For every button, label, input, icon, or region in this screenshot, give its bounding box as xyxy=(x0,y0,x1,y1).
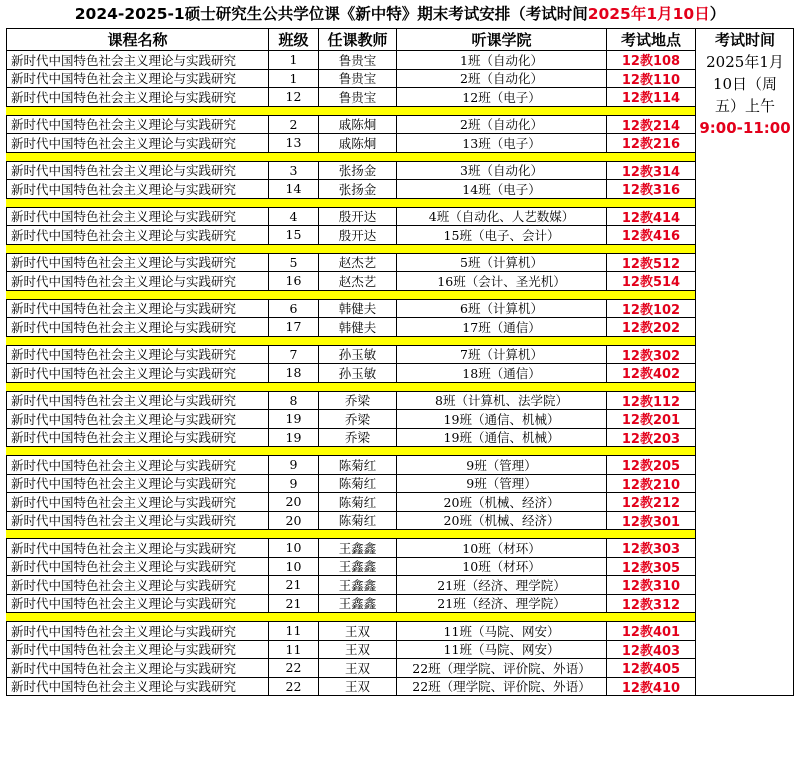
location-cell: 12教108 xyxy=(606,50,695,69)
class-cell: 9 xyxy=(268,455,318,474)
group-separator xyxy=(6,612,695,621)
class-cell: 10 xyxy=(268,557,318,576)
header-college: 听课学院 xyxy=(396,28,606,50)
college-cell: 22班（理学院、评价院、外语） xyxy=(396,658,606,677)
class-cell: 18 xyxy=(268,363,318,382)
course-name-cell: 新时代中国特色社会主义理论与实践研究 xyxy=(6,511,268,530)
course-name-cell: 新时代中国特色社会主义理论与实践研究 xyxy=(6,538,268,557)
location-cell: 12教210 xyxy=(606,474,695,493)
table-bottom-border xyxy=(6,695,794,696)
college-cell: 22班（理学院、评价院、外语） xyxy=(396,677,606,696)
title-exam-date: 2025年1月10日 xyxy=(587,5,710,23)
title-prefix: 2024-2025-1硕士研究生公共学位课《新中特》期末考试安排（考试时间 xyxy=(74,5,588,23)
class-cell: 19 xyxy=(268,409,318,428)
location-cell: 12教416 xyxy=(606,225,695,244)
class-cell: 1 xyxy=(268,50,318,69)
class-cell: 12 xyxy=(268,87,318,106)
teacher-cell: 王鑫鑫 xyxy=(318,538,396,557)
location-cell: 12教112 xyxy=(606,391,695,410)
course-name-cell: 新时代中国特色社会主义理论与实践研究 xyxy=(6,621,268,640)
course-name-cell: 新时代中国特色社会主义理论与实践研究 xyxy=(6,69,268,88)
class-cell: 10 xyxy=(268,538,318,557)
class-cell: 1 xyxy=(268,69,318,88)
group-separator xyxy=(6,529,695,538)
header-course-name: 课程名称 xyxy=(6,28,268,50)
class-cell: 17 xyxy=(268,317,318,336)
class-cell: 9 xyxy=(268,474,318,493)
college-cell: 21班（经济、理学院） xyxy=(396,575,606,594)
course-name-cell: 新时代中国特色社会主义理论与实践研究 xyxy=(6,455,268,474)
teacher-cell: 王双 xyxy=(318,677,396,696)
course-name-cell: 新时代中国特色社会主义理论与实践研究 xyxy=(6,474,268,493)
location-cell: 12教312 xyxy=(606,594,695,613)
college-cell: 6班（计算机） xyxy=(396,299,606,318)
location-cell: 12教414 xyxy=(606,207,695,226)
group-separator xyxy=(6,152,695,161)
course-name-cell: 新时代中国特色社会主义理论与实践研究 xyxy=(6,317,268,336)
college-cell: 16班（会计、圣光机） xyxy=(396,271,606,290)
course-name-cell: 新时代中国特色社会主义理论与实践研究 xyxy=(6,658,268,677)
teacher-cell: 鲁贵宝 xyxy=(318,69,396,88)
group-separator xyxy=(6,198,695,207)
class-cell: 11 xyxy=(268,621,318,640)
group-separator xyxy=(6,382,695,391)
course-name-cell: 新时代中国特色社会主义理论与实践研究 xyxy=(6,677,268,696)
teacher-cell: 殷开达 xyxy=(318,207,396,226)
course-name-cell: 新时代中国特色社会主义理论与实践研究 xyxy=(6,133,268,152)
college-cell: 15班（电子、会计） xyxy=(396,225,606,244)
class-cell: 22 xyxy=(268,677,318,696)
class-cell: 21 xyxy=(268,594,318,613)
college-cell: 14班（电子） xyxy=(396,179,606,198)
teacher-cell: 赵杰艺 xyxy=(318,271,396,290)
header-class: 班级 xyxy=(268,28,318,50)
college-cell: 11班（马院、网安） xyxy=(396,640,606,659)
exam-schedule-table xyxy=(6,28,794,767)
college-cell: 9班（管理） xyxy=(396,455,606,474)
exam-time-line1: 2025年1月 xyxy=(706,53,784,71)
location-cell: 12教201 xyxy=(606,409,695,428)
class-cell: 15 xyxy=(268,225,318,244)
teacher-cell: 王双 xyxy=(318,658,396,677)
college-cell: 9班（管理） xyxy=(396,474,606,493)
course-name-cell: 新时代中国特色社会主义理论与实践研究 xyxy=(6,640,268,659)
college-cell: 21班（经济、理学院） xyxy=(396,594,606,613)
college-cell: 19班（通信、机械） xyxy=(396,428,606,447)
course-name-cell: 新时代中国特色社会主义理论与实践研究 xyxy=(6,299,268,318)
location-cell: 12教410 xyxy=(606,677,695,696)
college-cell: 18班（通信） xyxy=(396,363,606,382)
group-separator xyxy=(6,336,695,345)
header-teacher: 任课教师 xyxy=(318,28,396,50)
class-cell: 19 xyxy=(268,428,318,447)
college-cell: 13班（电子） xyxy=(396,133,606,152)
college-cell: 10班（材环） xyxy=(396,557,606,576)
teacher-cell: 陈菊红 xyxy=(318,492,396,511)
exam-time-line3: 五）上午 xyxy=(714,97,775,115)
group-separator xyxy=(6,446,695,455)
location-cell: 12教212 xyxy=(606,492,695,511)
teacher-cell: 王鑫鑫 xyxy=(318,594,396,613)
location-cell: 12教512 xyxy=(606,253,695,272)
college-cell: 12班（电子） xyxy=(396,87,606,106)
class-cell: 11 xyxy=(268,640,318,659)
teacher-cell: 乔梁 xyxy=(318,428,396,447)
course-name-cell: 新时代中国特色社会主义理论与实践研究 xyxy=(6,428,268,447)
class-cell: 6 xyxy=(268,299,318,318)
course-name-cell: 新时代中国特色社会主义理论与实践研究 xyxy=(6,115,268,134)
college-cell: 7班（计算机） xyxy=(396,345,606,364)
class-cell: 21 xyxy=(268,575,318,594)
group-separator xyxy=(6,106,695,115)
location-cell: 12教110 xyxy=(606,69,695,88)
class-cell: 5 xyxy=(268,253,318,272)
course-name-cell: 新时代中国特色社会主义理论与实践研究 xyxy=(6,87,268,106)
location-cell: 12教303 xyxy=(606,538,695,557)
exam-time-line2: 10日（周 xyxy=(712,75,778,93)
location-cell: 12教405 xyxy=(606,658,695,677)
title-suffix: ） xyxy=(709,5,726,23)
college-cell: 17班（通信） xyxy=(396,317,606,336)
header-exam-time: 考试时间 xyxy=(714,31,775,49)
location-cell: 12教401 xyxy=(606,621,695,640)
location-cell: 12教316 xyxy=(606,179,695,198)
course-name-cell: 新时代中国特色社会主义理论与实践研究 xyxy=(6,179,268,198)
exam-time-cell xyxy=(696,51,794,139)
teacher-cell: 王鑫鑫 xyxy=(318,557,396,576)
college-cell: 4班（自动化、人艺数媒） xyxy=(396,207,606,226)
college-cell: 20班（机械、经济） xyxy=(396,511,606,530)
course-name-cell: 新时代中国特色社会主义理论与实践研究 xyxy=(6,345,268,364)
course-name-cell: 新时代中国特色社会主义理论与实践研究 xyxy=(6,253,268,272)
class-cell: 13 xyxy=(268,133,318,152)
class-cell: 3 xyxy=(268,161,318,180)
location-cell: 12教310 xyxy=(606,575,695,594)
course-name-cell: 新时代中国特色社会主义理论与实践研究 xyxy=(6,50,268,69)
teacher-cell: 殷开达 xyxy=(318,225,396,244)
teacher-cell: 韩健夫 xyxy=(318,299,396,318)
class-cell: 20 xyxy=(268,492,318,511)
course-name-cell: 新时代中国特色社会主义理论与实践研究 xyxy=(6,557,268,576)
college-cell: 2班（自动化） xyxy=(396,69,606,88)
group-separator xyxy=(6,244,695,253)
teacher-cell: 乔梁 xyxy=(318,409,396,428)
course-name-cell: 新时代中国特色社会主义理论与实践研究 xyxy=(6,594,268,613)
course-name-cell: 新时代中国特色社会主义理论与实践研究 xyxy=(6,271,268,290)
course-name-cell: 新时代中国特色社会主义理论与实践研究 xyxy=(6,492,268,511)
class-cell: 8 xyxy=(268,391,318,410)
college-cell: 1班（自动化） xyxy=(396,50,606,69)
course-name-cell: 新时代中国特色社会主义理论与实践研究 xyxy=(6,225,268,244)
location-cell: 12教314 xyxy=(606,161,695,180)
teacher-cell: 赵杰艺 xyxy=(318,253,396,272)
teacher-cell: 张扬金 xyxy=(318,161,396,180)
location-cell: 12教102 xyxy=(606,299,695,318)
group-separator xyxy=(6,290,695,299)
page-title xyxy=(0,0,800,28)
teacher-cell: 王双 xyxy=(318,621,396,640)
teacher-cell: 孙玉敏 xyxy=(318,363,396,382)
location-cell: 12教205 xyxy=(606,455,695,474)
location-cell: 12教302 xyxy=(606,345,695,364)
class-cell: 4 xyxy=(268,207,318,226)
teacher-cell: 鲁贵宝 xyxy=(318,50,396,69)
location-cell: 12教202 xyxy=(606,317,695,336)
class-cell: 16 xyxy=(268,271,318,290)
location-cell: 12教203 xyxy=(606,428,695,447)
teacher-cell: 王双 xyxy=(318,640,396,659)
header-location: 考试地点 xyxy=(606,28,695,50)
location-cell: 12教305 xyxy=(606,557,695,576)
college-cell: 20班（机械、经济） xyxy=(396,492,606,511)
college-cell: 10班（材环） xyxy=(396,538,606,557)
course-name-cell: 新时代中国特色社会主义理论与实践研究 xyxy=(6,207,268,226)
teacher-cell: 戚陈炯 xyxy=(318,133,396,152)
college-cell: 19班（通信、机械） xyxy=(396,409,606,428)
course-name-cell: 新时代中国特色社会主义理论与实践研究 xyxy=(6,391,268,410)
location-cell: 12教114 xyxy=(606,87,695,106)
course-name-cell: 新时代中国特色社会主义理论与实践研究 xyxy=(6,161,268,180)
teacher-cell: 乔梁 xyxy=(318,391,396,410)
teacher-cell: 陈菊红 xyxy=(318,511,396,530)
course-name-cell: 新时代中国特色社会主义理论与实践研究 xyxy=(6,575,268,594)
exam-time-column xyxy=(695,28,794,695)
location-cell: 12教402 xyxy=(606,363,695,382)
teacher-cell: 陈菊红 xyxy=(318,455,396,474)
class-cell: 14 xyxy=(268,179,318,198)
college-cell: 3班（自动化） xyxy=(396,161,606,180)
class-cell: 2 xyxy=(268,115,318,134)
college-cell: 2班（自动化） xyxy=(396,115,606,134)
teacher-cell: 张扬金 xyxy=(318,179,396,198)
location-cell: 12教214 xyxy=(606,115,695,134)
college-cell: 11班（马院、网安） xyxy=(396,621,606,640)
class-cell: 7 xyxy=(268,345,318,364)
teacher-cell: 戚陈炯 xyxy=(318,115,396,134)
college-cell: 5班（计算机） xyxy=(396,253,606,272)
teacher-cell: 王鑫鑫 xyxy=(318,575,396,594)
class-cell: 20 xyxy=(268,511,318,530)
location-cell: 12教514 xyxy=(606,271,695,290)
college-cell: 8班（计算机、法学院） xyxy=(396,391,606,410)
class-cell: 22 xyxy=(268,658,318,677)
teacher-cell: 鲁贵宝 xyxy=(318,87,396,106)
location-cell: 12教216 xyxy=(606,133,695,152)
teacher-cell: 陈菊红 xyxy=(318,474,396,493)
table-right-border xyxy=(793,28,794,695)
exam-time-hours: 9:00-11:00 xyxy=(699,119,791,137)
course-name-cell: 新时代中国特色社会主义理论与实践研究 xyxy=(6,363,268,382)
course-name-cell: 新时代中国特色社会主义理论与实践研究 xyxy=(6,409,268,428)
location-cell: 12教403 xyxy=(606,640,695,659)
teacher-cell: 孙玉敏 xyxy=(318,345,396,364)
teacher-cell: 韩健夫 xyxy=(318,317,396,336)
location-cell: 12教301 xyxy=(606,511,695,530)
